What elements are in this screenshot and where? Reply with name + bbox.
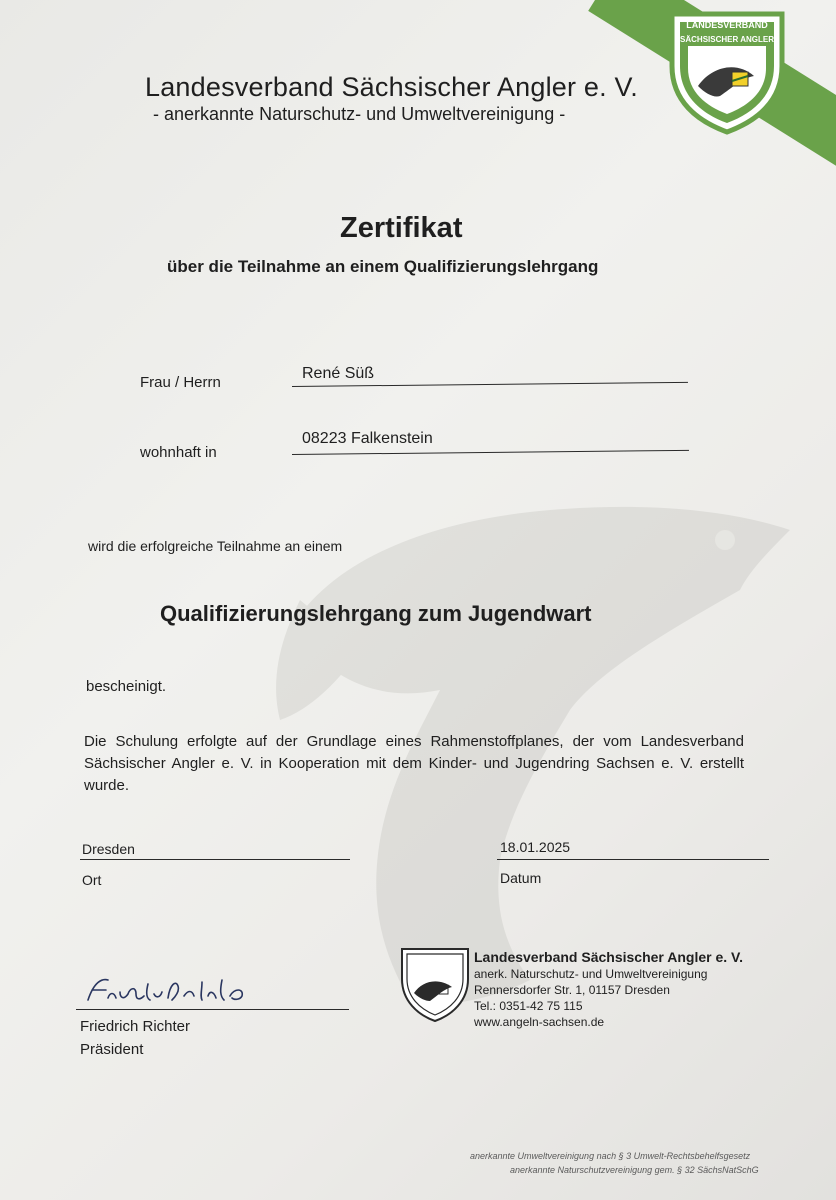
stamp-title: Landesverband Sächsischer Angler e. V. [474,949,743,965]
stamp-line-1: anerk. Naturschutz- und Umweltvereinigung [474,967,708,981]
place-value: Dresden [82,841,135,857]
certificate-title: Zertifikat [340,212,463,244]
place-underline [80,859,350,860]
place-label: Ort [82,872,102,888]
signature-underline [76,1009,349,1010]
footer-line-2: anerkannte Naturschutzvereinigung gem. § 32 SächsNatSchG [510,1165,759,1175]
stamp-line-2: Rennersdorfer Str. 1, 01157 Dresden [474,983,670,997]
badge-top-text: LANDESVERBAND [686,20,768,30]
certificate-subtitle: über die Teilnahme an einem Qualifizierungslehrgang [167,257,599,276]
residence-label: wohnhaft in [140,444,217,461]
date-label: Datum [500,870,542,886]
association-logo-icon [662,6,792,136]
course-description: Die Schulung erfolgte auf der Grundlage eines Rahmenstoffplanes, der vom Landesverband Sächsischer Angler e. V. in Kooperation mit dem Kinder- und Jugendring Sachsen e. V. erstellt wurde. [84,733,744,794]
date-underline [497,859,769,860]
name-value: René Süß [302,365,375,382]
organization-subtitle: - anerkannte Naturschutz- und Umweltvereinigung - [153,104,566,124]
date-value: 18.01.2025 [500,839,571,855]
signatory-role: Präsident [80,1041,144,1058]
signatory-name: Friedrich Richter [80,1018,191,1035]
residence-value: 08223 Falkenstein [302,430,433,447]
stamp-address [474,948,743,1030]
residence-underline [292,450,689,455]
course-title: Qualifizierungslehrgang zum Jugendwart [160,601,592,626]
certified-text: bescheinigt. [86,678,167,695]
stamp-logo-icon [398,945,472,1023]
name-label: Frau / Herrn [140,374,221,391]
stamp-line-4: www.angeln-sachsen.de [474,1015,605,1029]
handwritten-signature [84,970,284,1010]
organization-name: Landesverband Sächsischer Angler e. V. [145,72,638,102]
intro-text: wird die erfolgreiche Teilnahme an einem [88,538,343,554]
badge-mid-text: SÄCHSISCHER ANGLER [680,35,774,44]
footer-line-1: anerkannte Umweltvereinigung nach § 3 Umwelt-Rechtsbehelfsgesetz [470,1151,751,1161]
stamp-line-3: Tel.: 0351-42 75 115 [474,999,583,1013]
